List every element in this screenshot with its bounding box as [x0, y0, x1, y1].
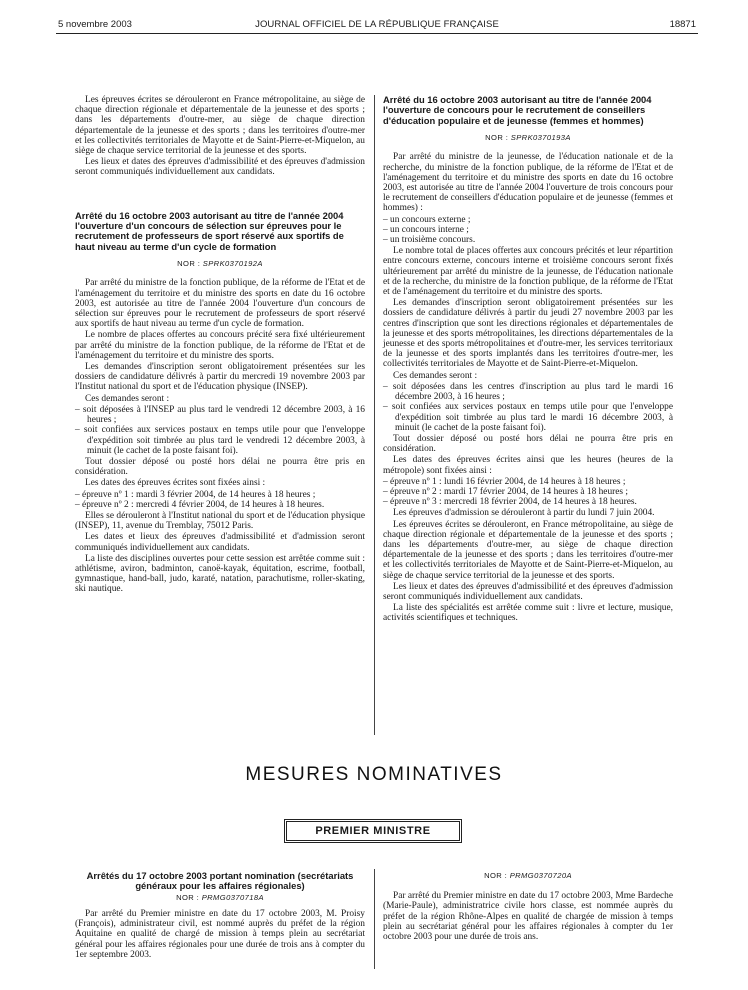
- paragraph: Le nombre total de places offertes aux concours précités et leur répartition entre concours externe, concours interne et troisième concours seront fixés ultérieurement par arrêté du ministre de la jeunesse, de l'éducation nationale et de la recherche, du ministre de la fonction publique, de la réforme de l'Etat et de l'aménagement du territoire et du ministre des sports.: [383, 246, 673, 298]
- paragraph: Elles se dérouleront à l'Institut national du sport et de l'éducation physique (INSEP), 11, avenue du Tremblay, 75012 Paris.: [75, 510, 365, 532]
- page-number: 18871: [669, 19, 696, 30]
- list-item: – épreuve nº 1 : mardi 3 février 2004, de 14 heures à 18 heures ;: [75, 490, 365, 500]
- header-date: 5 novembre 2003: [58, 19, 132, 30]
- paragraph: Par arrêté du ministre de la fonction publique, de la réforme de l'Etat et de l'aménagement du territoire et du ministre des sports en date du 16 octobre 2003, est autorisée au titre de l'année 2004 l'ouverture d'un concours de sélection sur épreuves pour le recrutement de professeurs de sport réservé aux sportifs de haut niveau au terme d'un cycle de formation.: [75, 278, 365, 330]
- ministry-heading: PREMIER MINISTRE: [284, 819, 462, 843]
- list: [75, 405, 365, 456]
- paragraph: Les lieux et dates des épreuves d'admissibilité et des épreuves d'admission seront communiqués individuellement aux candidats.: [383, 581, 673, 602]
- paragraph: Par arrêté du Premier ministre en date du 17 octobre 2003, Mme Bardeche (Marie-Paule), administratrice civile hors classe, est nommée auprès du préfet de la région Rhône-Alpes en qualité de chargée de mission à temps plein au secrétariat général pour les affaires régionales à compter du 1er octobre 2003 pour une durée de trois ans.: [383, 891, 673, 943]
- paragraph: Les dates des épreuves écrites sont fixées ainsi :: [85, 478, 266, 489]
- paragraph: Le nombre de places offertes au concours précité sera fixé ultérieurement par arrêté du ministre de la fonction publique, de la réforme de l'Etat et de l'aménagement du territoire et du ministre des sports.: [75, 330, 365, 361]
- journal-title: JOURNAL OFFICIEL DE LA RÉPUBLIQUE FRANÇAISE: [255, 19, 499, 30]
- list-item: – un concours externe ;: [383, 215, 673, 225]
- list-item: – soit déposées à l'INSEP au plus tard le vendredi 12 décembre 2003, à 16 heures ;: [75, 405, 365, 425]
- list-item: – épreuve nº 2 : mercredi 4 février 2004, de 14 heures à 18 heures.: [75, 500, 365, 510]
- paragraph: La liste des disciplines ouvertes pour cette session est arrêtée comme suit : athlétisme, aviron, badminton, canoë-kayak, équitation, escrime, football, gymnastique, hand-ball, judo, karaté, natation, parachutisme, roller-skating, ski nautique.: [75, 553, 365, 595]
- left-column: [75, 95, 365, 596]
- paragraph: Ces demandes seront :: [393, 370, 478, 381]
- page-header: [58, 16, 696, 34]
- paragraph: Par arrêté du Premier ministre en date du 17 octobre 2003, M. Proisy (François), administrateur civil, est nommé auprès du préfet de la région Aquitaine en qualité de chargé de mission à temps plein au secrétariat général pour les affaires régionales pour une durée de trois ans à compter du 1er septembre 2003.: [75, 909, 365, 960]
- list-item: – épreuve nº 1 : lundi 16 février 2004, de 14 heures à 18 heures ;: [383, 477, 673, 487]
- paragraph: Par arrêté du ministre de la jeunesse, de l'éducation nationale et de la recherche, du ministre de la fonction publique, de la réforme de l'Etat et de l'aménagement du territoire et du ministre des sports en date du 16 octobre 2003, est autorisée au titre de l'année 2004 l'ouverture de trois concours pour le recrutement de conseillers d'éducation populaire et de jeunesse (femmes et hommes) :: [383, 152, 673, 214]
- decree-title: Arrêtés du 17 octobre 2003 portant nomination (secrétariats généraux pour les affaires régionales): [86, 870, 354, 892]
- list: [75, 490, 365, 510]
- list-item: – soit confiées aux services postaux en temps utile pour que l'enveloppe d'expédition soit timbrée au plus tard le mardi 16 décembre 2003, à minuit (le cachet de la poste faisant foi).: [383, 402, 673, 433]
- bottom-left-column: [75, 871, 365, 961]
- header-rule: [56, 33, 698, 34]
- nor-reference: NOR : SPRK0370193A: [485, 133, 571, 143]
- column-divider: [374, 95, 375, 735]
- list-item: – un concours interne ;: [383, 225, 673, 235]
- nor-reference: NOR : PRMG0370720A: [484, 871, 572, 880]
- column-divider: [374, 869, 375, 969]
- paragraph: Les épreuves écrites se dérouleront en France métropolitaine, au siège de chaque direction régionale et départementale de la jeunesse et des sports ; dans les départements d'outre-mer, au siège de chaque direction départementale de la jeunesse et des sports ; dans les territoires d'outre-mer et les collectivités territoriales de Mayotte et de Saint-Pierre-et-Miquelon, au siège de chaque service territorial de la jeunesse et des sports.: [75, 95, 365, 157]
- list-item: – épreuve nº 3 : mercredi 18 février 2004, de 14 heures à 18 heures.: [383, 497, 673, 507]
- paragraph: La liste des spécialités est arrêtée comme suit : livre et lecture, musique, activités scientifiques et techniques.: [383, 603, 673, 624]
- decree-title: Arrêté du 16 octobre 2003 autorisant au titre de l'année 2004 l'ouverture d'un concours de sélection sur épreuves pour le recrutement de professeurs de sport réservé aux sportifs de haut niveau au terme d'un cycle de formation: [75, 209, 344, 252]
- list-item: – un troisième concours.: [383, 235, 673, 245]
- section-heading: MESURES NOMINATIVES: [245, 764, 503, 785]
- right-column: [383, 95, 673, 625]
- list-item: – soit déposées dans les centres d'inscription au plus tard le mardi 16 décembre 2003, à 16 heures ;: [383, 382, 673, 402]
- list: [383, 382, 673, 433]
- list-item: – épreuve nº 2 : mardi 17 février 2004, de 14 heures à 18 heures ;: [383, 487, 673, 497]
- paragraph: Les dates des épreuves écrites ainsi que les heures (heures de la métropole) sont fixées ainsi :: [383, 455, 673, 476]
- paragraph: Les dates et lieux des épreuves d'admissibilité et d'admission seront communiqués individuellement aux candidats.: [75, 532, 365, 553]
- decree-title: Arrêté du 16 octobre 2003 autorisant au titre de l'année 2004 l'ouverture de concours pour le recrutement de conseillers d'éducation populaire et de jeunesse (femmes et hommes): [383, 94, 652, 126]
- paragraph: Tout dossier déposé ou posté hors délai ne pourra être pris en considération.: [383, 433, 673, 455]
- paragraph: Les épreuves d'admission se dérouleront à partir du lundi 7 juin 2004.: [393, 508, 655, 519]
- paragraph: Les lieux et dates des épreuves d'admissibilité et des épreuves d'admission seront communiqués individuellement aux candidats.: [75, 157, 365, 178]
- list: [383, 215, 673, 246]
- list: [383, 477, 673, 508]
- nor-reference: NOR : PRMG0370718A: [176, 892, 264, 902]
- paragraph: Les épreuves écrites se dérouleront, en France métropolitaine, au siège de chaque direction régionale et départementale de la jeunesse et des sports ; dans les départements d'outre-mer, au siège de chaque direction départementale de la jeunesse et des sports ; dans les territoires d'outre-mer et les collectivités territoriales de Mayotte et de Saint-Pierre-et-Miquelon, au siège de chaque service territorial de la jeunesse et des sports.: [383, 519, 673, 581]
- paragraph: Les demandes d'inscription seront obligatoirement présentées sur les dossiers de candidature délivrés à partir du jeudi 27 novembre 2003 par les centres d'inscription que sont les directions régionales et départementales de la jeunesse et des sports métropolitaines, les directions départementales de la jeunesse et des sports métropolitaines et d'outre-mer, les services territoriaux de la jeunesse et des sports implantés dans les territoires d'outre-mer, les collectivités territoriales de Mayotte et de Saint-Pierre-et-Miquelon.: [383, 298, 673, 370]
- paragraph: Les demandes d'inscription seront obligatoirement présentées sur les dossiers de candidature délivrés à partir du mercredi 19 novembre 2003 par l'Institut national du sport et de l'éducation physique (INSEP).: [75, 362, 365, 393]
- paragraph: Ces demandes seront :: [85, 393, 170, 404]
- list-item: – soit confiées aux services postaux en temps utile pour que l'enveloppe d'expédition soit timbrée au plus tard le vendredi 12 décembre 2003, à minuit (le cachet de la poste faisant foi).: [75, 425, 365, 456]
- paragraph: Tout dossier déposé ou posté hors délai ne pourra être pris en considération.: [75, 456, 365, 478]
- bottom-right-column: [383, 871, 673, 943]
- nor-reference: NOR : SPRK0370192A: [177, 259, 263, 269]
